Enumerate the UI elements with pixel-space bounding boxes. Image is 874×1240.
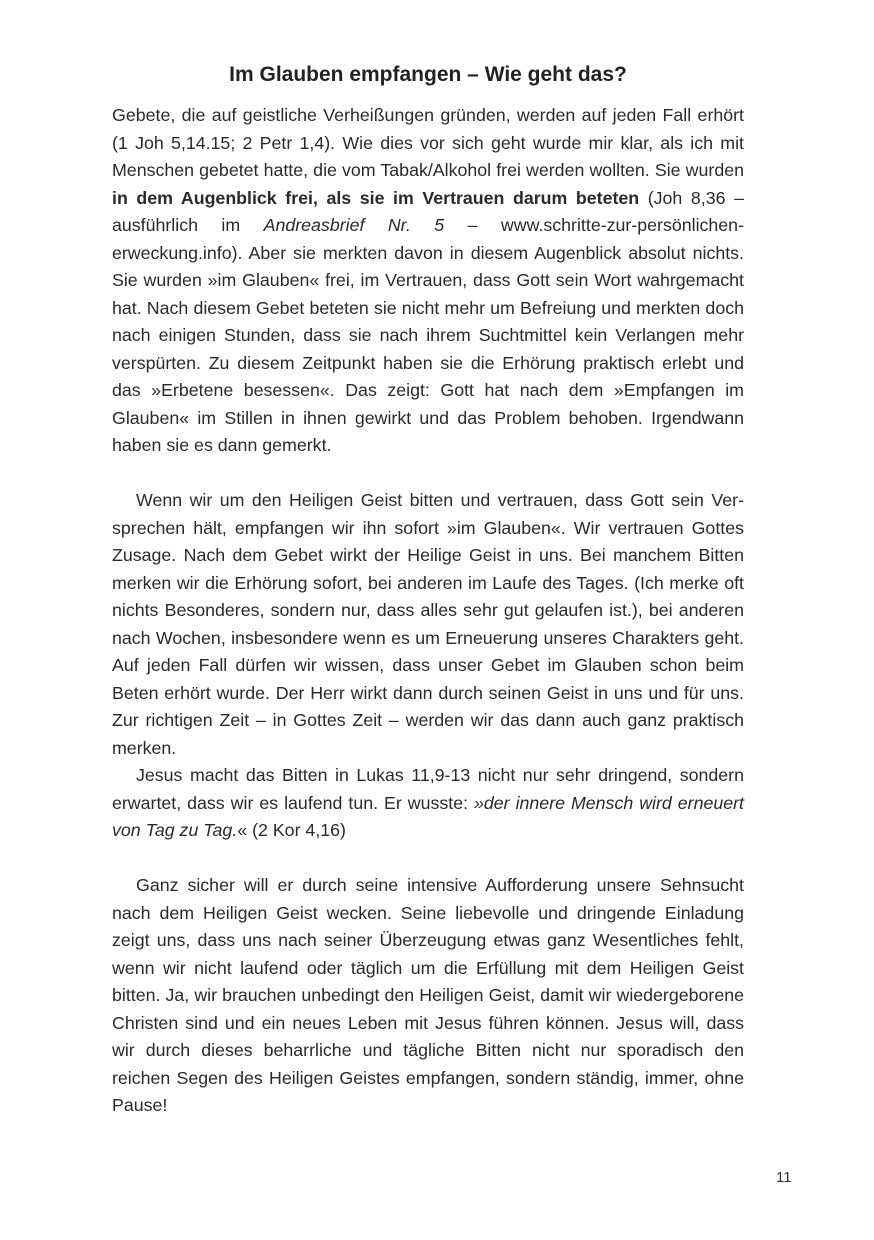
paragraph-spacer bbox=[112, 460, 744, 488]
paragraph-3-text-b: « (2 Kor 4,16) bbox=[237, 820, 346, 840]
paragraph-1-bold-text: in dem Augenblick frei, als sie im Vertrauen darum beteten bbox=[112, 187, 640, 208]
page-title: Im Glauben empfangen – Wie geht das? bbox=[229, 63, 627, 86]
paragraph-1 bbox=[112, 102, 744, 460]
page-number: 11 bbox=[776, 1169, 792, 1186]
paragraph-3 bbox=[112, 762, 744, 845]
paragraph-4: Ganz sicher will er durch seine intensive Aufforderung unsere Sehnsucht nach dem Heiligen Geist wecken. Seine liebevolle und dringende Einladung zeigt uns, dass uns nach seiner Überzeugung etwas ganz Wesentliches fehlt, wenn wir nicht laufend oder täglich um die Erfüllung mit dem Heiligen Geist bitten. Ja, wir brauchen unbedingt den Heiligen Geist, damit wir wiedergeborene Christen sind und ein neues Leben mit Jesus führen können. Jesus will, dass wir durch dieses beharrliche und tägliche Bitten nicht nur sporadisch den reichen Segen des Heiligen Geistes empfangen, sondern ständig, immer, ohne Pause! bbox=[112, 875, 744, 1115]
paragraph-3-text-a: Jesus macht das Bitten in Lukas 11,9-13 nicht nur sehr dringend, sondern erwartet, dass wir es laufend tun. Er wusste: bbox=[112, 765, 744, 813]
paragraph-2: Wenn wir um den Heiligen Geist bitten und vertrauen, dass Gott sein Versprechen hält, empfangen wir ihn sofort »im Glauben«. Wir vertrauen Gottes Zusage. Nach dem Gebet wirkt der Heilige Geist in uns. Bei manchem Bitten merken wir die Erhörung sofort, bei anderen im Laufe des Tages. (Ich merke oft nichts Besonderes, sondern nur, dass alles sehr gut gelaufen ist.), bei anderen nach Wochen, insbesondere wenn es um Erneuerung unseres Charakters geht. Auf jeden Fall dürfen wir wissen, dass unser Gebet im Glauben schon beim Beten erhört wurde. Der Herr wirkt dann durch seinen Geist in uns und für uns. Zur richtigen Zeit – in Gottes Zeit – werden wir das dann auch ganz praktisch merken. bbox=[112, 490, 744, 758]
paragraph-1-italic-text: Andreasbrief Nr. 5 bbox=[263, 215, 445, 235]
paragraph-1-text-a: Gebete, die auf geistliche Verheißungen gründen, werden auf jeden Fall erhört (1 Joh 5,14.15; 2 Petr 1,4). Wie dies vor sich geht wurde mir klar, als ich mit Menschen gebetet hatte, die vom Tabak/Alkohol frei werden wollten. Sie wurden bbox=[112, 105, 744, 180]
page-content bbox=[112, 60, 744, 1120]
paragraph-1-text-b: (Joh 8,36 – ausführlich im bbox=[112, 187, 744, 235]
paragraph-spacer bbox=[112, 845, 744, 873]
paragraph-1-text-c: – www.schritte-zur-persönlichen-erweckung.info). Aber sie merkten davon in diesem Augenblick absolut nichts. Sie wurden »im Glauben« frei, im Vertrauen, dass Gott sein Wort wahrgemacht hat. Nach diesem Gebet beteten sie nicht mehr um Befreiung und merkten doch nach einigen Stunden, dass sie nach ihrem Suchtmittel kein Verlangen mehr verspürten. Zu diesem Zeitpunkt haben sie die Erhörung praktisch erlebt und das »Erbetene besessen«. Das zeigt: Gott hat nach dem »Empfangen im Glauben« im Stillen in ihnen gewirkt und das Problem behoben. Irgendwann haben sie es dann gemerkt. bbox=[112, 215, 744, 455]
paragraph-3-quote: »der innere Mensch wird erneuert von Tag zu Tag. bbox=[112, 792, 744, 840]
